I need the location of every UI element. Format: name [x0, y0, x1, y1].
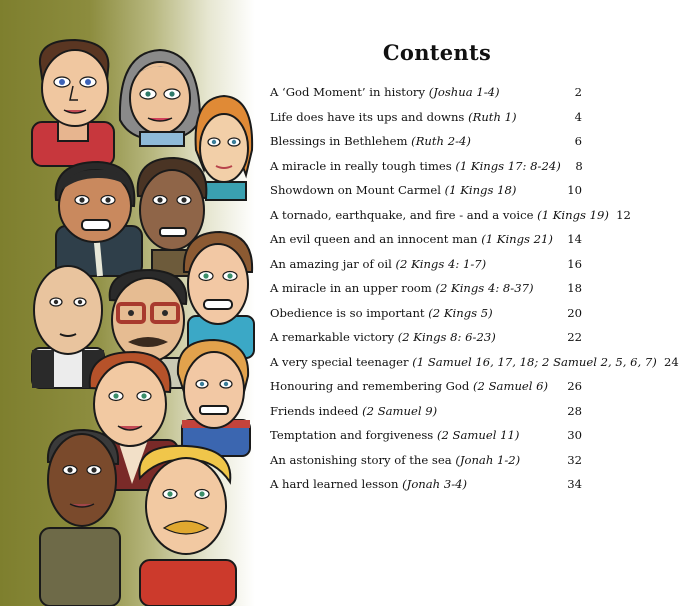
toc-entry[interactable]: [270, 183, 582, 208]
toc-entry-reference: (2 Kings 4: 1-7): [395, 256, 487, 271]
toc-entry-reference: (1 Kings 18): [444, 183, 517, 197]
toc-entry[interactable]: [270, 85, 582, 110]
toc-entry[interactable]: [270, 453, 582, 478]
toc-entry-page-number: 24: [664, 354, 679, 369]
toc-entry-label: Obedience is so important: [270, 305, 425, 320]
toc-entry[interactable]: [270, 207, 631, 233]
table-of-contents: [270, 40, 679, 502]
toc-entry-page-number: 8: [575, 158, 583, 173]
toc-entry-label: Life does have its ups and downs: [270, 109, 465, 124]
toc-entry-label: A tornado, earthquake, and fire - and a voice: [270, 207, 534, 222]
toc-entry[interactable]: [270, 110, 582, 135]
toc-entry-page-number: 6: [574, 134, 582, 148]
page-title: Contents: [382, 40, 492, 65]
toc-entry-page-number: 12: [616, 207, 631, 222]
toc-entry-label: An amazing jar of oil: [270, 256, 392, 271]
toc-entry[interactable]: [270, 134, 582, 159]
toc-entry-page-number: 34: [567, 477, 582, 491]
toc-entry-page-number: 14: [567, 232, 582, 246]
toc-entry-reference: (2 Samuel 11): [436, 428, 520, 442]
toc-entry-page-number: 32: [567, 452, 582, 467]
toc-entry-label: A hard learned lesson: [270, 477, 399, 491]
toc-entry-label: A remarkable victory: [270, 330, 395, 344]
toc-entry-reference: (Joshua 1-4): [428, 85, 500, 99]
face-man-dark-hair: [56, 162, 142, 276]
toc-entry-page-number: 22: [567, 330, 582, 344]
toc-entry[interactable]: [270, 379, 582, 404]
toc-entry-reference: (2 Kings 4: 8-37): [435, 281, 534, 295]
toc-entry[interactable]: [270, 257, 582, 282]
toc-entry[interactable]: [270, 428, 582, 453]
toc-entry-reference: (1 Kings 17: 8-24): [455, 158, 561, 173]
toc-entry-reference: (2 Samuel 9): [362, 403, 438, 418]
toc-entry-reference: (Jonah 1-2): [455, 452, 521, 467]
toc-entry-label: Blessings in Bethlehem: [270, 134, 408, 148]
toc-entry-label: Showdown on Mount Carmel: [270, 183, 441, 197]
toc-entry-page-number: 10: [567, 183, 582, 197]
toc-entry-page-number: 30: [567, 428, 582, 442]
toc-entry[interactable]: [270, 354, 679, 380]
toc-entry-page-number: 2: [574, 85, 582, 99]
toc-entry-page-number: 28: [567, 403, 582, 418]
cartoon-faces-illustration: [0, 0, 255, 606]
cover-illustration-panel: [0, 0, 255, 606]
toc-entry[interactable]: [270, 404, 582, 429]
toc-entry-reference: (1 Samuel 16, 17, 18; 2 Samuel 2, 5, 6, 7): [412, 354, 657, 369]
face-woman-grey-hair: [120, 50, 200, 146]
face-man-dark-skin: [40, 430, 120, 606]
toc-entry-reference: (1 Kings 21): [481, 232, 553, 246]
toc-entry-label: Honouring and remembering God: [270, 379, 470, 393]
toc-entry-reference: (1 Kings 19): [537, 207, 609, 222]
face-man-red-jacket: [32, 40, 114, 166]
face-man-blond-plaid: [178, 340, 250, 456]
toc-entry-label: A ‘God Moment’ in history: [270, 85, 426, 99]
toc-entry[interactable]: [270, 281, 582, 306]
toc-entry-label: Friends indeed: [270, 403, 359, 418]
toc-entry[interactable]: [270, 306, 582, 331]
toc-entry-reference: (Jonah 3-4): [402, 477, 468, 491]
toc-entry-label: A miracle in really tough times: [270, 158, 452, 173]
face-man-teal-jacket: [184, 232, 254, 358]
toc-entry-reference: (2 Kings 8: 6-23): [397, 330, 496, 344]
toc-entry-label: Temptation and forgiveness: [270, 428, 434, 442]
toc-entry-reference: (Ruth 1): [468, 109, 517, 124]
toc-entry-reference: (2 Samuel 6): [473, 379, 549, 393]
toc-entry[interactable]: [270, 159, 582, 184]
toc-entry-page-number: 26: [567, 379, 582, 393]
toc-entry-reference: (Ruth 2-4): [411, 134, 471, 148]
toc-entry-label: An evil queen and an innocent man: [270, 232, 478, 246]
toc-list: [270, 85, 679, 502]
toc-entry[interactable]: [270, 330, 582, 355]
toc-entry-page-number: 18: [567, 281, 582, 295]
toc-entry-label: A very special teenager: [270, 354, 409, 369]
toc-entry[interactable]: [270, 477, 582, 502]
toc-entry-reference: (2 Kings 5): [428, 305, 493, 320]
toc-entry-label: A miracle in an upper room: [270, 281, 432, 295]
toc-entry-page-number: 20: [567, 305, 582, 320]
toc-entry[interactable]: [270, 232, 582, 257]
toc-entry-page-number: 4: [574, 109, 582, 124]
toc-entry-label: An astonishing story of the sea: [270, 452, 452, 467]
toc-entry-page-number: 16: [567, 256, 582, 271]
